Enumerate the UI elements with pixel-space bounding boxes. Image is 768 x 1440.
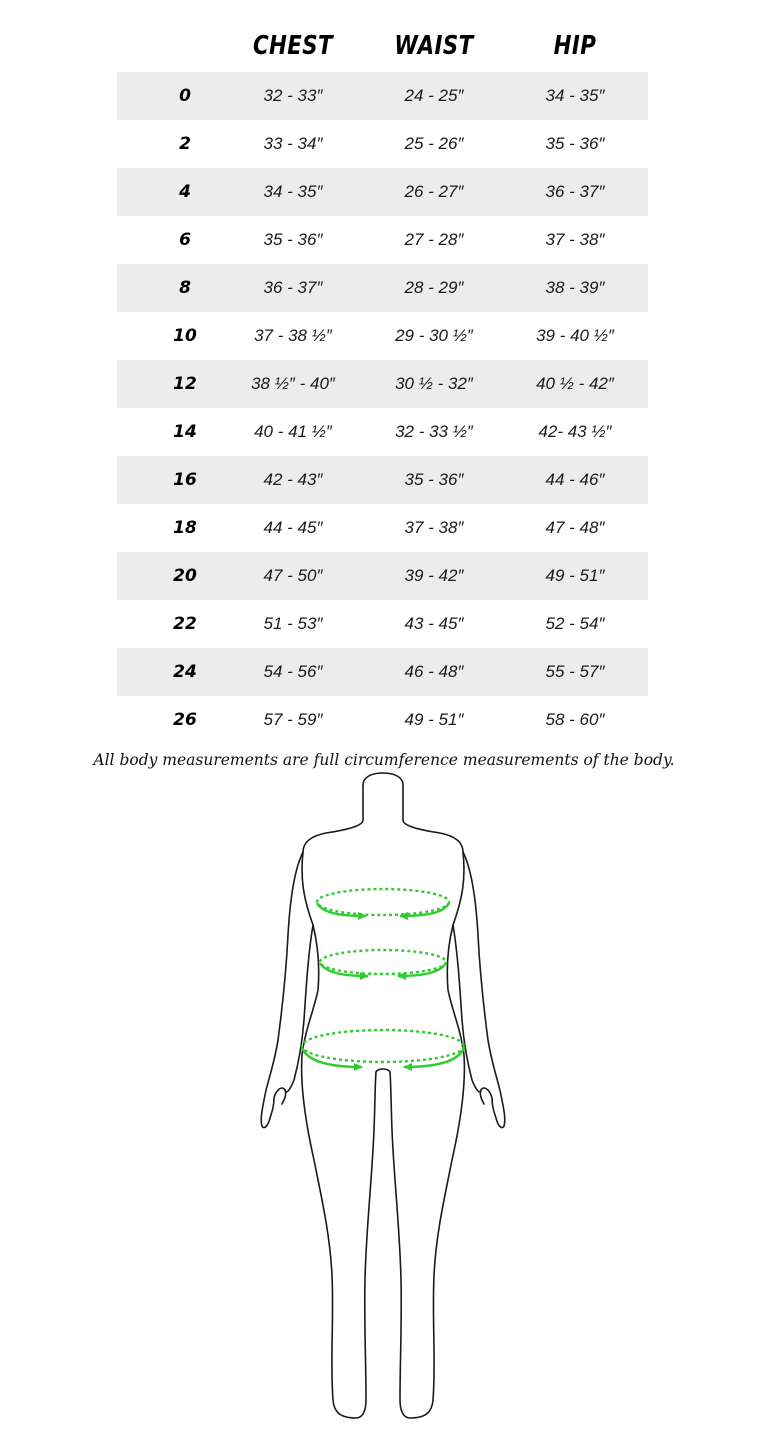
waist-cell: 27 - 28″: [404, 230, 464, 249]
table-row: [117, 168, 648, 216]
torso-left: [302, 852, 376, 1418]
waist-cell: 39 - 42″: [404, 566, 464, 585]
table-row: [117, 408, 648, 456]
chest-cell: 51 - 53″: [263, 614, 323, 633]
chest-cell: 32 - 33″: [263, 86, 323, 105]
table-row: [117, 600, 648, 648]
size-cell: 14: [173, 422, 197, 442]
waist-cell: 43 - 45″: [404, 614, 464, 633]
size-cell: 18: [173, 518, 197, 538]
hip-cell: 58 - 60″: [545, 710, 605, 729]
chest-cell: 42 - 43″: [263, 470, 323, 489]
torso-right: [390, 852, 464, 1418]
chest-cell: 38 ½″ - 40″: [251, 374, 335, 393]
size-cell: 16: [173, 470, 197, 490]
hip-cell: 34 - 35″: [545, 86, 605, 105]
header-chest: CHEST: [252, 31, 334, 61]
hip-cell: 39 - 40 ½″: [536, 326, 614, 345]
chest-cell: 36 - 37″: [263, 278, 323, 297]
waist-cell: 29 - 30 ½″: [395, 326, 473, 345]
waist-cell: 30 ½ - 32″: [395, 374, 473, 393]
hip-cell: 42- 43 ½″: [538, 422, 612, 441]
hip-cell: 55 - 57″: [545, 662, 605, 681]
hip-cell: 40 ½ - 42″: [536, 374, 614, 393]
measurement-footnote: All body measurements are full circumference measurements of the body.: [93, 751, 675, 769]
waist-cell: 35 - 36″: [404, 470, 464, 489]
hip-cell: 38 - 39″: [545, 278, 605, 297]
table-row: [117, 552, 648, 600]
size-cell: 6: [179, 230, 191, 250]
size-cell: 20: [173, 566, 197, 586]
chest-cell: 34 - 35″: [263, 182, 323, 201]
waist-cell: 32 - 33 ½″: [395, 422, 473, 441]
waist-cell: 25 - 26″: [404, 134, 464, 153]
hip-measure-ring: [302, 1030, 464, 1067]
table-row: [117, 120, 648, 168]
size-cell: 8: [179, 278, 191, 298]
waist-cell: 26 - 27″: [404, 182, 464, 201]
waist-cell: 46 - 48″: [404, 662, 464, 681]
table-row: [117, 696, 648, 744]
table-row: [117, 648, 648, 696]
size-cell: 26: [173, 710, 197, 730]
table-row: [117, 216, 648, 264]
table-row: [117, 456, 648, 504]
chest-cell: 35 - 36″: [263, 230, 323, 249]
header-row: [0, 22, 768, 70]
waist-cell: 37 - 38″: [404, 518, 464, 537]
chest-cell: 44 - 45″: [263, 518, 323, 537]
hip-cell: 47 - 48″: [545, 518, 605, 537]
waist-cell: 28 - 29″: [404, 278, 464, 297]
waist-cell: 24 - 25″: [404, 86, 464, 105]
size-cell: 24: [173, 662, 197, 682]
size-cell: 4: [179, 182, 191, 202]
size-cell: 2: [179, 134, 191, 154]
chest-cell: 47 - 50″: [263, 566, 323, 585]
table-row: [117, 72, 648, 120]
body-outline: [261, 773, 505, 1418]
size-cell: 0: [179, 86, 191, 106]
chest-cell: 40 - 41 ½″: [254, 422, 332, 441]
left-arm: [261, 852, 303, 1128]
waist-measure-ring: [320, 950, 446, 976]
hip-cell: 37 - 38″: [545, 230, 605, 249]
neck-outline: [363, 773, 463, 852]
chest-cell: 54 - 56″: [263, 662, 323, 681]
chest-cell: 57 - 59″: [263, 710, 323, 729]
right-arm: [463, 852, 505, 1128]
header-hip: HIP: [553, 31, 597, 61]
chest-measure-ring: [317, 889, 449, 916]
header-waist: WAIST: [394, 31, 474, 61]
size-cell: 12: [173, 374, 197, 394]
waist-cell: 49 - 51″: [404, 710, 464, 729]
table-row: [117, 360, 648, 408]
hip-cell: 52 - 54″: [545, 614, 605, 633]
body-figure-illustration: [0, 770, 768, 1440]
size-cell: 10: [173, 326, 197, 346]
hip-cell: 44 - 46″: [545, 470, 605, 489]
size-cell: 22: [173, 614, 197, 634]
table-row: [117, 312, 648, 360]
hip-cell: 36 - 37″: [545, 182, 605, 201]
table-row: [117, 504, 648, 552]
crotch-outline: [376, 1069, 390, 1072]
size-table: [117, 72, 648, 744]
hip-cell: 35 - 36″: [545, 134, 605, 153]
table-row: [117, 264, 648, 312]
chest-cell: 33 - 34″: [263, 134, 323, 153]
chest-cell: 37 - 38 ½″: [254, 326, 332, 345]
hip-cell: 49 - 51″: [545, 566, 605, 585]
